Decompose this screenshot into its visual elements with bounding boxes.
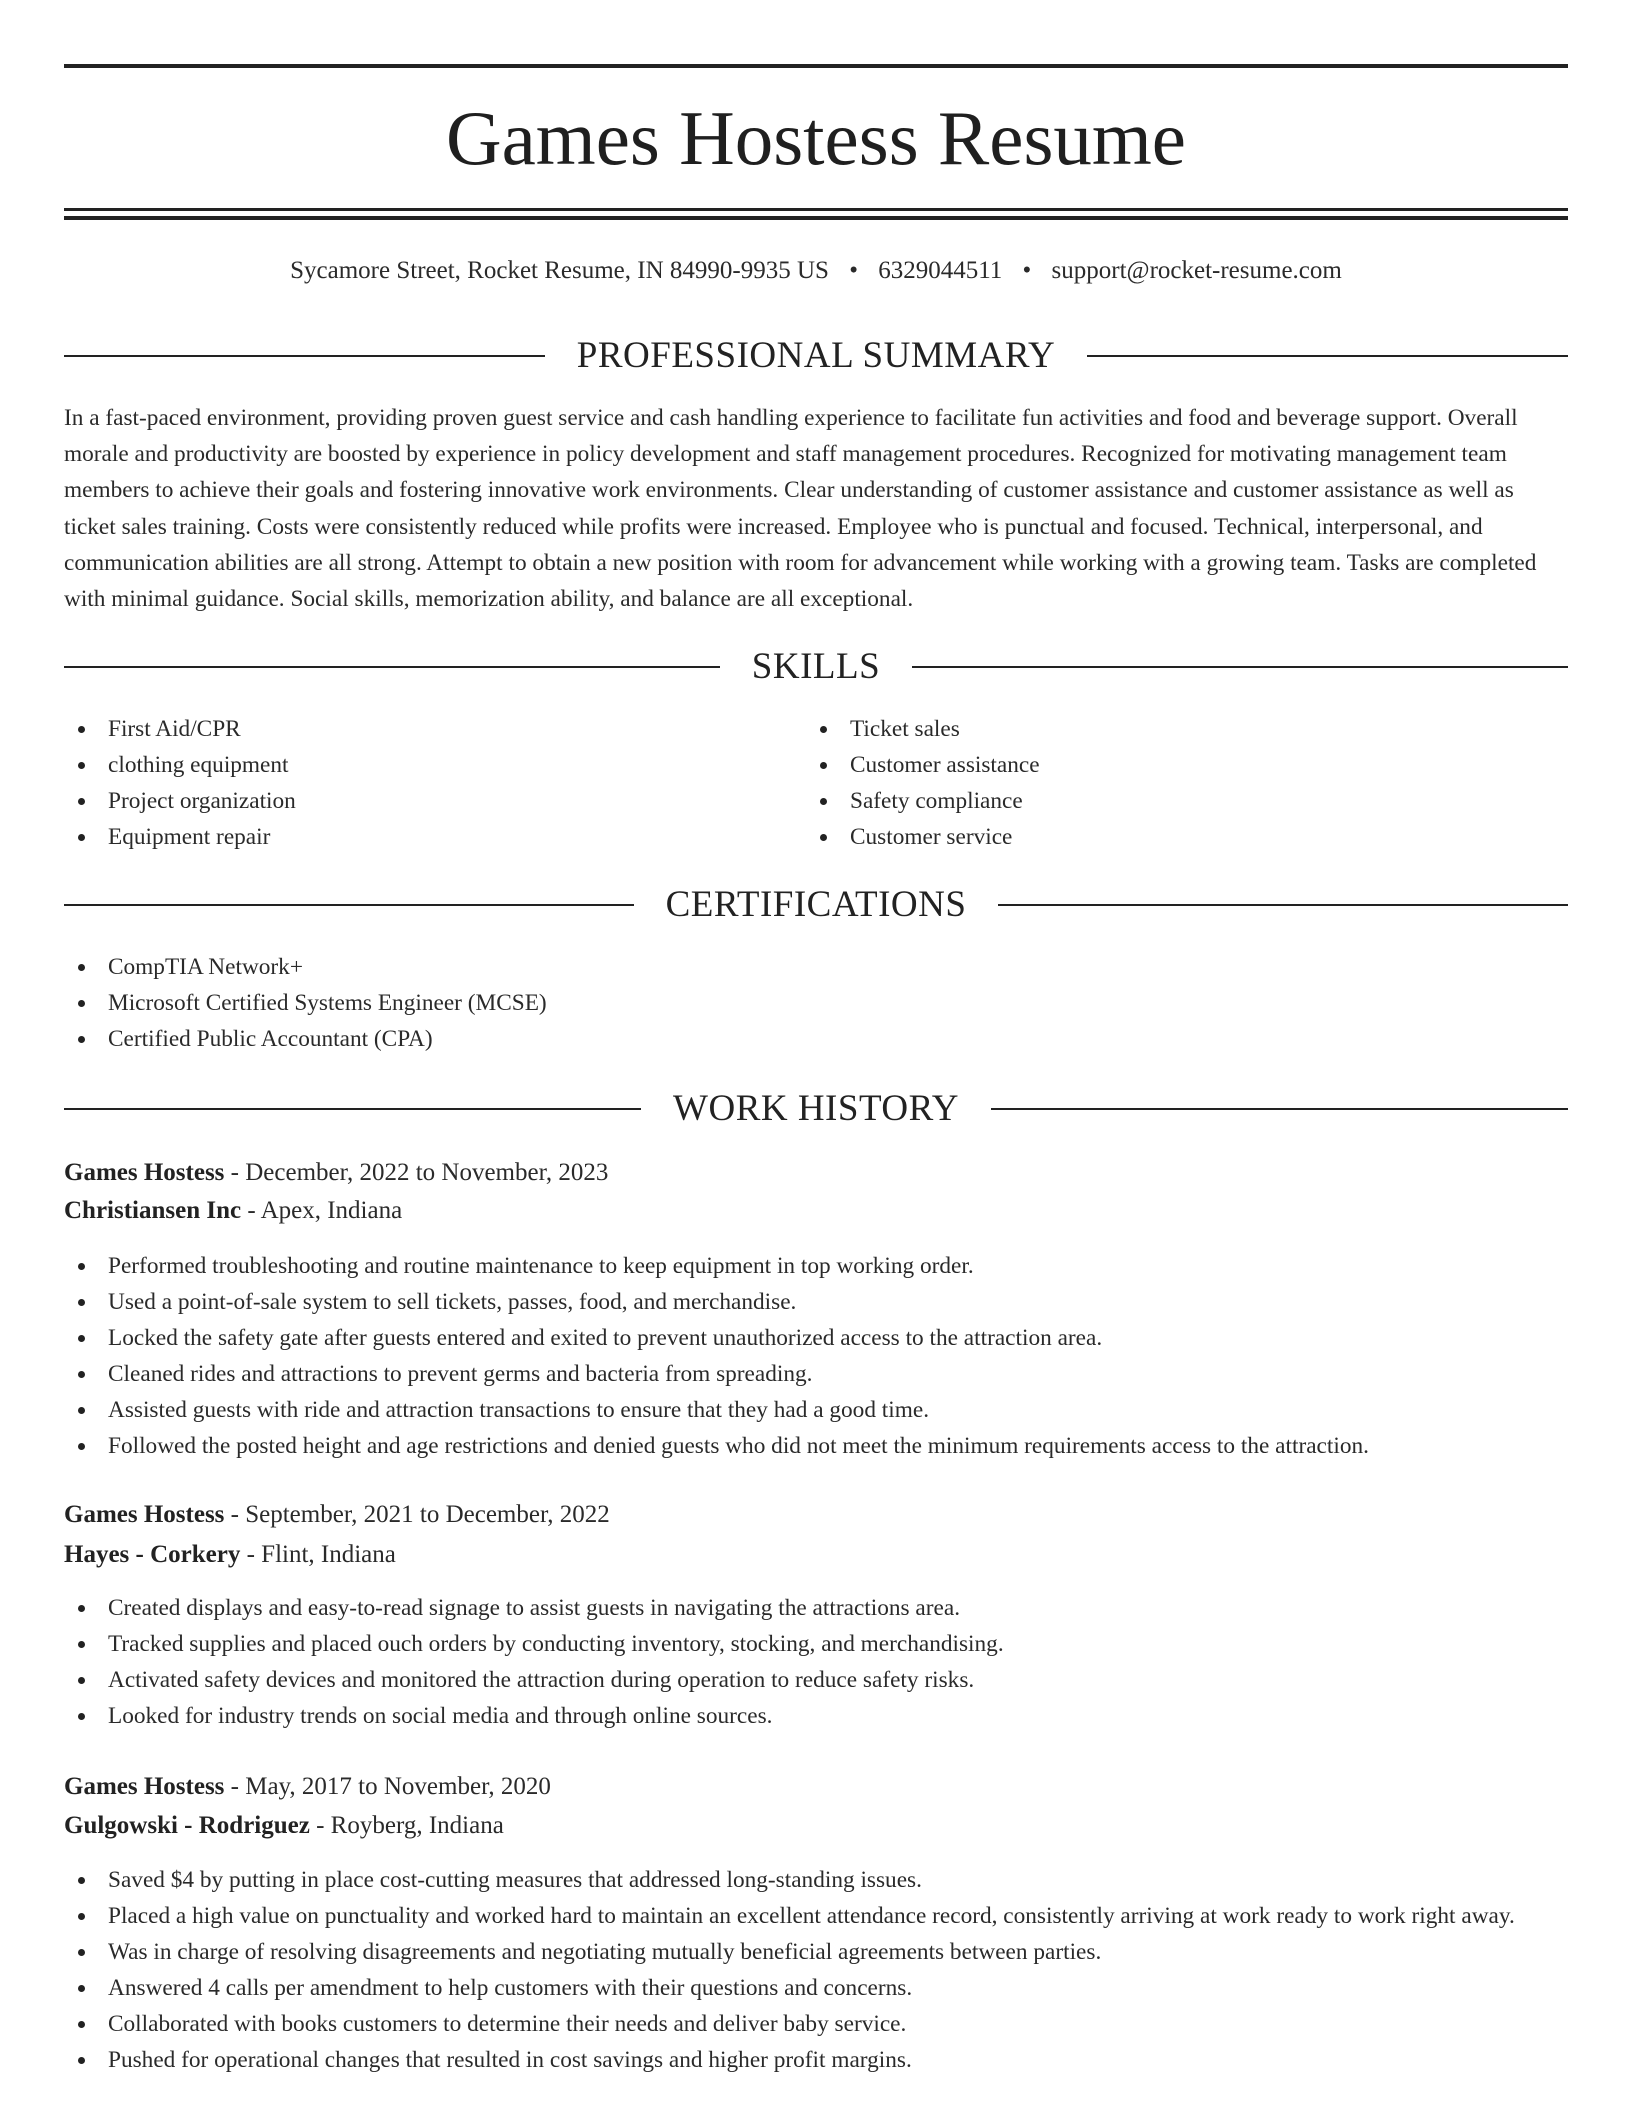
skill-item: Customer assistance: [806, 747, 1546, 783]
job-duty: Pushed for operational changes that resulted in cost savings and higher profit margins.: [64, 2042, 1568, 2078]
certification-item: Microsoft Certified Systems Engineer (MCSE): [64, 985, 547, 1021]
job-title: Games Hostess: [64, 1501, 225, 1528]
contact-email: support@rocket-resume.com: [1051, 257, 1342, 284]
divider: [991, 1108, 1568, 1110]
section-title: SKILLS: [751, 646, 881, 687]
skills-list-left: [64, 711, 804, 855]
job-title: Games Hostess: [64, 1773, 225, 1800]
job-dates: - September, 2021 to December, 2022: [224, 1501, 610, 1528]
skill-item: Safety compliance: [806, 783, 1546, 819]
divider: [64, 904, 634, 906]
job-duty: Used a point-of-sale system to sell tickets, passes, food, and merchandise.: [64, 1284, 1568, 1320]
contact-phone: 6329044511: [878, 257, 1003, 284]
job-duty: Created displays and easy-to-read signage to assist guests in navigating the attractions area.: [64, 1590, 1568, 1626]
job-company-line: [64, 1193, 402, 1229]
divider: [64, 355, 545, 357]
title-double-rule: [64, 208, 1568, 220]
section-header-certifications: [64, 883, 1568, 927]
skill-item: clothing equipment: [64, 747, 804, 783]
job-duty: Answered 4 calls per amendment to help customers with their questions and concerns.: [64, 1970, 1568, 2006]
job-duty: Looked for industry trends on social media and through online sources.: [64, 1698, 1568, 1734]
certification-item: Certified Public Accountant (CPA): [64, 1021, 547, 1057]
divider: [998, 904, 1568, 906]
job-duty: Cleaned rides and attractions to prevent germs and bacteria from spreading.: [64, 1356, 1568, 1392]
job-duty: Performed troubleshooting and routine maintenance to keep equipment in top working order.: [64, 1248, 1568, 1284]
skill-item: Customer service: [806, 819, 1546, 855]
job-dates: - December, 2022 to November, 2023: [224, 1159, 609, 1186]
summary-text: In a fast-paced environment, providing proven guest service and cash handling experience to facilitate fun activities and food and beverage support. Overall morale and productivity are boosted by experience in policy development and staff management procedures. Recognized for motivating management team members to achieve their goals and fostering innovative work environments. Clear understanding of customer assistance and customer assistance as well as ticket sales training. Costs were consistently reduced while profits were increased. Employee who is punctual and focused. Technical, interpersonal, and communication abilities are all strong. Attempt to obtain a new position with room for advancement while working with a growing team. Tasks are completed with minimal guidance. Social skills, memorization ability, and balance are all exceptional.: [64, 405, 1537, 613]
job-company: Gulgowski - Rodriguez: [64, 1812, 310, 1839]
skill-item: Equipment repair: [64, 819, 804, 855]
job-title-line: [64, 1497, 610, 1533]
job-title-line: [64, 1769, 551, 1805]
job-duty: Collaborated with books customers to determine their needs and deliver baby service.: [64, 2006, 1568, 2042]
divider: [912, 666, 1568, 668]
skills-list-right: [806, 711, 1546, 855]
job-dates: - May, 2017 to November, 2020: [224, 1773, 551, 1800]
skill-item: First Aid/CPR: [64, 711, 804, 747]
job-company: Christiansen Inc: [64, 1197, 242, 1224]
section-header-summary: [64, 334, 1568, 378]
divider: [64, 1108, 641, 1110]
contact-line: [0, 254, 1632, 288]
job-duty: Was in charge of resolving disagreements and negotiating mutually beneficial agreements between parties.: [64, 1934, 1568, 1970]
job-title-line: [64, 1155, 608, 1191]
job-location: - Flint, Indiana: [240, 1541, 396, 1568]
job-duty: Locked the safety gate after guests entered and exited to prevent unauthorized access to the attraction area.: [64, 1320, 1568, 1356]
contact-separator: •: [849, 257, 858, 284]
section-title: CERTIFICATIONS: [665, 884, 967, 925]
skill-item: Project organization: [64, 783, 804, 819]
certification-item: CompTIA Network+: [64, 949, 547, 985]
section-title: PROFESSIONAL SUMMARY: [576, 335, 1056, 376]
job-duty: Tracked supplies and placed ouch orders by conducting inventory, stocking, and merchandising.: [64, 1626, 1568, 1662]
contact-address: Sycamore Street, Rocket Resume, IN 84990-9935 US: [290, 257, 829, 284]
job-title: Games Hostess: [64, 1159, 225, 1186]
job-duty: Followed the posted height and age restrictions and denied guests who did not meet the minimum requirements access to the attraction.: [64, 1428, 1568, 1464]
skill-item: Ticket sales: [806, 711, 1546, 747]
top-rule: [64, 64, 1568, 68]
contact-separator: •: [1022, 257, 1032, 284]
job-duties-list: [64, 1862, 1568, 2078]
job-duties-list: [64, 1248, 1568, 1464]
job-company-line: [64, 1537, 396, 1573]
job-duty: Activated safety devices and monitored the attraction during operation to reduce safety risks.: [64, 1662, 1568, 1698]
section-header-skills: [64, 645, 1568, 689]
section-title: WORK HISTORY: [673, 1088, 959, 1129]
job-duty: Placed a high value on punctuality and worked hard to maintain an excellent attendance record, consistently arriving at work ready to work right away.: [64, 1898, 1568, 1934]
job-company-line: [64, 1808, 504, 1844]
divider: [1087, 355, 1568, 357]
section-header-work-history: [64, 1087, 1568, 1131]
certifications-list: [64, 949, 547, 1057]
divider: [64, 666, 720, 668]
resume-title: Games Hostess Resume: [446, 95, 1186, 181]
job-location: - Royberg, Indiana: [309, 1812, 504, 1839]
job-location: - Apex, Indiana: [241, 1197, 403, 1224]
job-duty: Saved $4 by putting in place cost-cutting measures that addressed long-standing issues.: [64, 1862, 1568, 1898]
job-duties-list: [64, 1590, 1568, 1734]
job-company: Hayes - Corkery: [64, 1541, 241, 1568]
job-duty: Assisted guests with ride and attraction transactions to ensure that they had a good time.: [64, 1392, 1568, 1428]
